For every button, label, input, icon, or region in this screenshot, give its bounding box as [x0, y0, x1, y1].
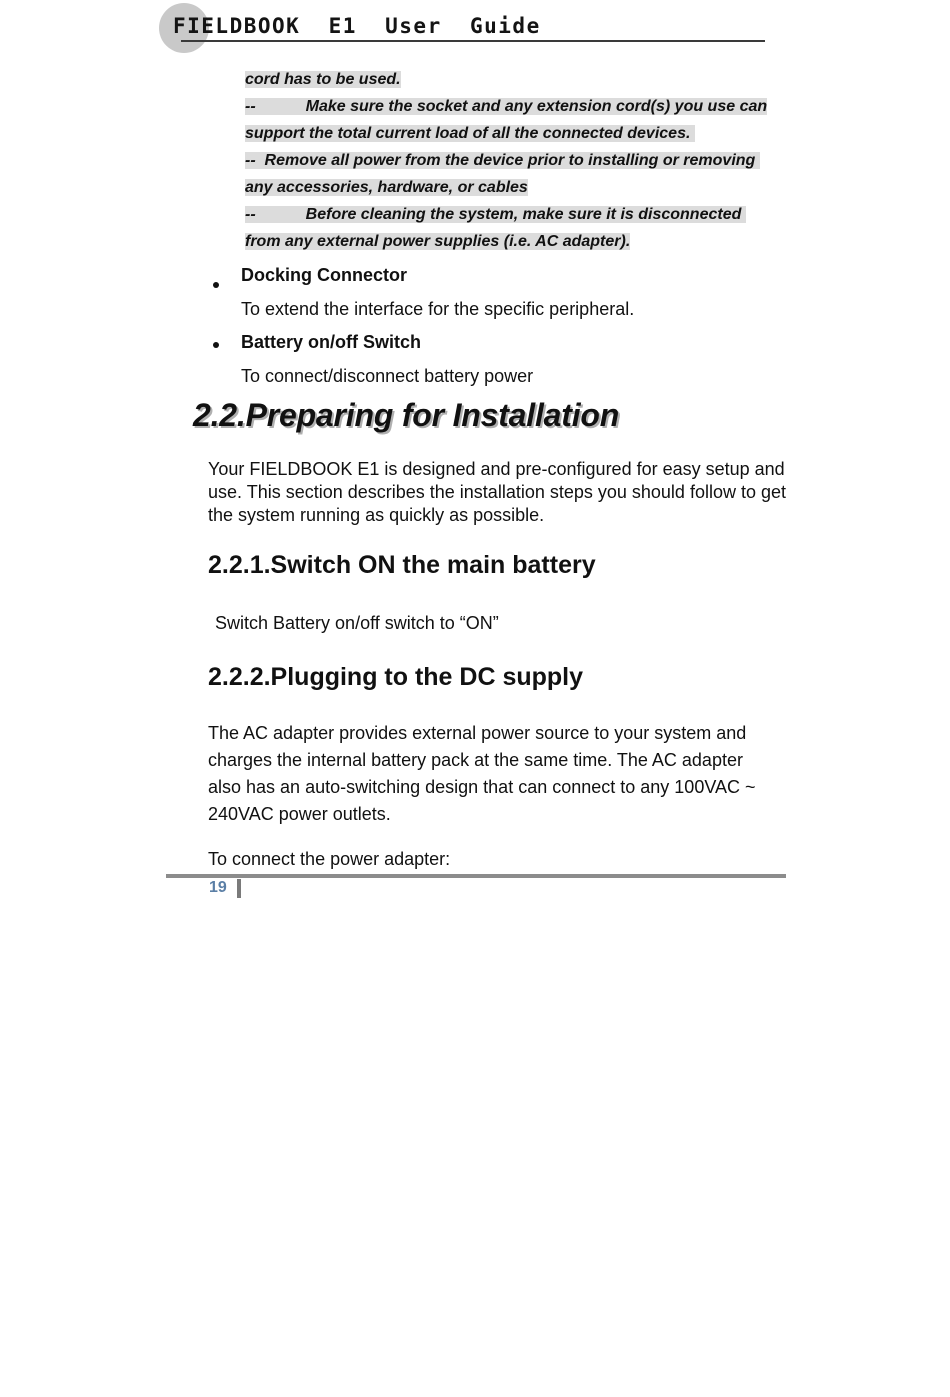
warning-line: -- Before cleaning the system, make sure it is disconnected	[245, 206, 746, 223]
warning-line: from any external power supplies (i.e. AC adapter).	[245, 233, 631, 250]
document-header-title: FIELDBOOK E1 User Guide	[173, 14, 541, 38]
footer-bar	[237, 879, 241, 898]
dc-supply-paragraph: The AC adapter provides external power source to your system and charges the internal battery pack at the same time. The AC adapter also has an auto-switching design that can connect to any 100VAC ~ 240VAC power outlets.	[208, 723, 756, 824]
section-heading: 2.2.Preparing for Installation	[193, 397, 620, 433]
footer-rule	[166, 874, 786, 878]
subsection-heading-switch-battery: 2.2.1.Switch ON the main battery	[208, 551, 596, 579]
bullet-dot	[213, 282, 219, 288]
header-rule	[181, 40, 765, 42]
warning-line: cord has to be used.	[245, 71, 401, 88]
bullet-body-battery-switch: To connect/disconnect battery power	[241, 366, 534, 386]
bullet-body-docking-connector: To extend the interface for the specific peripheral.	[241, 299, 635, 319]
switch-battery-instruction: Switch Battery on/off switch to “ON”	[215, 613, 499, 633]
bullet-title-docking-connector: Docking Connector	[241, 265, 408, 285]
warning-line: -- Make sure the socket and any extension cord(s) you use can	[245, 98, 768, 115]
page-number: 19	[209, 879, 227, 896]
warning-line: -- Remove all power from the device prior to installing or removing	[245, 152, 760, 169]
bullet-dot	[213, 342, 219, 348]
warning-line: any accessories, hardware, or cables	[245, 179, 528, 196]
bullet-title-battery-switch: Battery on/off Switch	[241, 332, 422, 352]
section-intro-paragraph: Your FIELDBOOK E1 is designed and pre-configured for easy setup and use. This section describes the installation steps you should follow to get the system running as quickly as possible.	[208, 459, 786, 525]
connect-adapter-text: To connect the power adapter:	[208, 849, 451, 869]
warning-line: support the total current load of all the connected devices.	[245, 125, 695, 142]
subsection-heading-dc-supply: 2.2.2.Plugging to the DC supply	[208, 663, 584, 691]
